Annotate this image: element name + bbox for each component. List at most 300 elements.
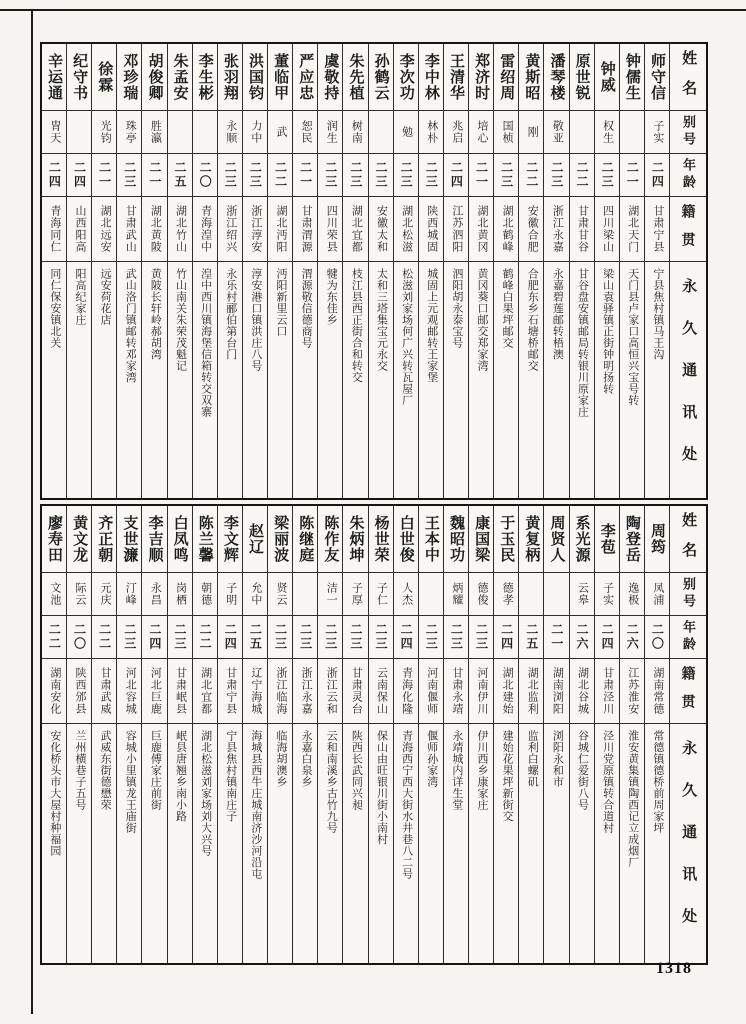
entry-alias: 胜瀛 [149, 120, 162, 144]
entry-native-place: 青海化隆 [400, 667, 413, 715]
entry-native-place-cell [645, 659, 669, 724]
entry-age: 二三 [348, 161, 363, 189]
header-address-label: 永久通讯处 [680, 278, 698, 488]
entry-age-cell [645, 616, 669, 659]
entry-address: 永嘉白泉乡 [300, 730, 313, 788]
entry-age-cell [519, 616, 543, 659]
entry-name-cell [519, 506, 543, 573]
entry-address-cell [419, 262, 443, 498]
entry-address-cell [218, 724, 242, 963]
entry-age-cell [494, 154, 518, 197]
entry-alias-cell [519, 111, 543, 154]
entry-native-place-cell [620, 659, 644, 724]
entry-name-cell [42, 44, 66, 111]
entry-alias-cell [168, 573, 192, 616]
entry-name: 徐霖 [96, 61, 114, 93]
entry-column [418, 506, 443, 963]
entry-alias: 洁一 [325, 582, 338, 606]
entry-age: 二〇 [650, 623, 665, 651]
entry-name: 严应忠 [297, 53, 315, 101]
entry-address-cell [117, 724, 141, 963]
entry-age-cell [419, 616, 443, 659]
entry-alias-cell [42, 111, 66, 154]
entry-native-place-cell [369, 659, 393, 724]
entry-name-cell [369, 44, 393, 111]
entry-age: 二三 [122, 161, 137, 189]
entry-native-place-cell [318, 659, 342, 724]
entry-alias: 培心 [476, 120, 488, 144]
entry-native-place-cell [469, 197, 493, 262]
entry-name-cell [67, 506, 91, 573]
entry-alias-cell [92, 573, 116, 616]
entry-alias: 岗栖 [174, 582, 187, 606]
entry-column [242, 506, 267, 963]
entry-alias-cell [142, 111, 166, 154]
entry-address: 建始花果坪新街交 [501, 730, 514, 822]
entry-alias: 敬亚 [551, 120, 564, 144]
entry-name: 陶登岳 [623, 515, 641, 563]
entry-name-cell [117, 44, 141, 111]
entry-name: 朱先植 [347, 53, 365, 101]
entry-alias-cell [293, 111, 317, 154]
entry-alias-cell [117, 573, 141, 616]
entry-column [167, 506, 192, 963]
entry-name: 陈作友 [322, 515, 340, 563]
entry-column [342, 506, 367, 963]
entry-column [543, 44, 568, 498]
entry-alias-cell [193, 111, 217, 154]
entry-name-cell [268, 44, 292, 111]
entry-name-cell [193, 44, 217, 111]
entry-column [468, 506, 493, 963]
entry-address-cell [92, 724, 116, 963]
entry-address: 谷城仁爱街八号 [576, 730, 589, 811]
entry-address: 青海西宁西大街水井巷八二号 [400, 730, 413, 880]
entry-age: 二四 [72, 161, 87, 189]
entry-native-place-cell [218, 197, 242, 262]
entry-name: 潘琴楼 [548, 53, 566, 101]
scan-edge-top-line [0, 9, 746, 11]
entry-native-place-cell [67, 659, 91, 724]
entry-address-cell [570, 262, 594, 498]
entry-column [42, 44, 66, 498]
entry-address: 合肥东乡石塘桥邮交 [526, 268, 539, 372]
entry-address: 安化桥头市大屋村种福园 [48, 730, 61, 857]
entry-name-cell [544, 44, 568, 111]
entry-address-cell [92, 262, 116, 498]
entry-name: 胡俊卿 [146, 53, 164, 101]
entry-name: 陈兰馨 [196, 515, 214, 563]
entry-address: 常德镇德桥前周家坪 [651, 730, 664, 834]
scan-edge-left-line [31, 9, 33, 1014]
entry-native-place-cell [142, 659, 166, 724]
entry-native-place: 湖北远安 [99, 205, 112, 253]
entry-age-cell [369, 154, 393, 197]
entry-address: 岷县唐翘乡南小路 [174, 730, 187, 822]
entry-name: 张羽翔 [221, 53, 239, 101]
entry-native-place-cell [293, 659, 317, 724]
entry-address: 泗阳胡永泰宝号 [450, 268, 463, 349]
entry-name-cell [293, 506, 317, 573]
entry-address: 淳安港口镇洪庄八号 [249, 268, 262, 372]
entry-address: 容城小里镇龙王庙街 [124, 730, 137, 834]
entry-column [317, 506, 342, 963]
entry-age: 二三 [298, 623, 313, 651]
entry-alias: 胄天 [48, 120, 61, 144]
entry-native-place-cell [494, 659, 518, 724]
entry-alias: 光钧 [99, 120, 112, 144]
entry-address-cell [268, 724, 292, 963]
entry-address: 泾川党原镇转合道村 [601, 730, 614, 834]
entry-age: 二六 [575, 623, 590, 651]
entry-name-cell [620, 506, 644, 573]
entry-alias-cell [570, 573, 594, 616]
entry-column [292, 506, 317, 963]
entry-address: 宁县焦村镇马王沟 [651, 268, 664, 360]
entry-name: 系光源 [573, 515, 591, 563]
entry-native-place: 湖南浏阳 [551, 667, 564, 715]
entry-alias: 德孝 [501, 582, 514, 606]
entry-name: 杨世荣 [372, 515, 390, 563]
entry-age: 二四 [449, 161, 464, 189]
entry-address-cell [293, 724, 317, 963]
entry-native-place: 湖南安化 [48, 667, 61, 715]
entry-alias: 子明 [224, 582, 237, 606]
entry-name-cell [444, 506, 468, 573]
entry-alias: 润生 [325, 120, 338, 144]
entry-address-cell [494, 262, 518, 498]
entry-age-cell [318, 154, 342, 197]
entry-address-cell [544, 262, 568, 498]
entry-address: 黄陂长轩岭郝胡湾 [149, 268, 162, 360]
entry-column [368, 506, 393, 963]
entry-native-place-cell [293, 197, 317, 262]
entry-native-place: 湖北黄陂 [149, 205, 162, 253]
entry-age-cell [645, 154, 669, 197]
entry-native-place-cell [645, 197, 669, 262]
roster-table-bottom [40, 504, 708, 965]
entry-alias: 恕民 [300, 120, 313, 144]
entry-address-cell [394, 262, 418, 498]
entry-age: 二二 [524, 161, 539, 189]
entry-native-place: 湖北谷城 [576, 667, 589, 715]
entry-native-place: 甘肃永靖 [450, 667, 463, 715]
entry-address-cell [42, 724, 66, 963]
entry-age: 二三 [323, 161, 338, 189]
entry-age: 二四 [499, 623, 514, 651]
entry-name: 雷绍周 [498, 53, 516, 101]
entry-age-cell [268, 616, 292, 659]
entry-address-cell [142, 724, 166, 963]
entry-name-cell [419, 44, 443, 111]
entry-alias-cell [343, 111, 367, 154]
header-age-cell [670, 154, 706, 197]
entry-alias: 云皋 [576, 582, 589, 606]
entry-age-cell [444, 154, 468, 197]
entry-name-cell [67, 44, 91, 111]
entry-address-cell [620, 724, 644, 963]
entry-alias-cell [469, 573, 493, 616]
entry-address-cell [444, 724, 468, 963]
entry-name: 梁丽波 [272, 515, 290, 563]
entry-alias-cell [142, 573, 166, 616]
entry-name: 白凤鸣 [171, 515, 189, 563]
entry-address-cell [168, 262, 192, 498]
entry-alias-cell [67, 111, 91, 154]
entry-age-cell [620, 616, 644, 659]
entry-age-cell [243, 616, 267, 659]
entry-column [493, 506, 518, 963]
entry-native-place-cell [494, 197, 518, 262]
entry-name-cell [142, 44, 166, 111]
entry-age-cell [67, 616, 91, 659]
header-age-label: 年龄 [681, 158, 697, 192]
entry-column [217, 44, 242, 498]
entry-name: 黄复柄 [523, 515, 541, 563]
entry-column [569, 44, 594, 498]
entry-address-cell [595, 724, 619, 963]
entry-native-place: 甘肃宁县 [224, 667, 237, 715]
entry-address-cell [570, 724, 594, 963]
entry-column [167, 44, 192, 498]
entry-column [543, 506, 568, 963]
entry-native-place-cell [92, 197, 116, 262]
entry-native-place-cell [544, 197, 568, 262]
header-age-label: 年龄 [681, 620, 697, 654]
entry-alias-cell [544, 573, 568, 616]
entry-age: 二二 [575, 161, 590, 189]
header-name-cell [670, 44, 706, 111]
entry-name: 李吉顺 [146, 515, 164, 563]
entry-native-place-cell [444, 659, 468, 724]
entry-alias-cell [268, 573, 292, 616]
entry-age-cell [92, 154, 116, 197]
entry-name-cell [243, 44, 267, 111]
entry-age-cell [268, 154, 292, 197]
entry-alias: 允中 [249, 582, 262, 606]
entry-alias-cell [168, 111, 192, 154]
table-header-column [669, 506, 706, 963]
entry-alias-cell [620, 111, 644, 154]
entry-native-place-cell [519, 197, 543, 262]
entry-alias-cell [570, 111, 594, 154]
entry-column [192, 506, 217, 963]
entry-alias: 际云 [74, 582, 86, 606]
entry-address-cell [519, 262, 543, 498]
entry-column [267, 506, 292, 963]
entry-address: 甘谷盘安镇邮局转银川原家庄 [576, 268, 589, 418]
entry-name: 辛运通 [46, 53, 64, 101]
entry-name-cell [469, 506, 493, 573]
entry-age: 二四 [650, 161, 665, 189]
entry-name-cell [343, 44, 367, 111]
entry-age-cell [595, 616, 619, 659]
entry-age: 二二 [97, 623, 112, 651]
entry-native-place-cell [394, 659, 418, 724]
entry-address-cell [117, 262, 141, 498]
entry-name-cell [369, 506, 393, 573]
entry-name-cell [343, 506, 367, 573]
entry-native-place: 河北容城 [124, 667, 137, 715]
entry-age-cell [293, 154, 317, 197]
entry-address-cell [595, 262, 619, 498]
entry-age: 二三 [424, 623, 439, 651]
entry-native-place: 甘肃宁县 [651, 205, 664, 253]
entry-name: 董临甲 [272, 53, 290, 101]
entry-age: 二三 [374, 161, 389, 189]
entry-alias-cell [193, 573, 217, 616]
entry-name: 周筠 [649, 523, 667, 555]
entry-native-place-cell [117, 197, 141, 262]
entry-alias-cell [369, 111, 393, 154]
entry-name-cell [318, 506, 342, 573]
entry-native-place: 浙江云和 [325, 667, 338, 715]
header-native-place-label: 籍贯 [680, 666, 697, 722]
header-age-cell [670, 616, 706, 659]
entry-native-place-cell [595, 197, 619, 262]
entry-native-place-cell [369, 197, 393, 262]
entry-age: 二三 [273, 623, 288, 651]
entry-column [393, 506, 418, 963]
entry-address-cell [67, 262, 91, 498]
entry-column [594, 506, 619, 963]
entry-name-cell [268, 506, 292, 573]
entry-native-place-cell [193, 659, 217, 724]
entry-address: 偃师孙家湾 [425, 730, 438, 788]
entry-name: 于玉民 [498, 515, 516, 563]
entry-age-cell [494, 616, 518, 659]
entry-alias-cell [620, 573, 644, 616]
entry-column [66, 506, 91, 963]
entry-alias: 子实 [601, 582, 614, 606]
entry-age-cell [570, 154, 594, 197]
header-address-label: 永久通讯处 [680, 740, 698, 950]
entry-alias-cell [343, 573, 367, 616]
entry-address-cell [243, 262, 267, 498]
entry-name: 李苞 [598, 523, 616, 555]
entry-column [242, 44, 267, 498]
entry-alias: 炳耀 [450, 582, 463, 606]
entry-alias-cell [318, 573, 342, 616]
entry-name-cell [92, 506, 116, 573]
entry-name-cell [444, 44, 468, 111]
entry-address: 竹山南关朱荣茂魁记 [174, 268, 187, 372]
entry-address: 武威东街德懋荣 [99, 730, 112, 811]
entry-name: 黄文龙 [71, 515, 89, 563]
entry-column [443, 44, 468, 498]
entry-age-cell [343, 154, 367, 197]
entry-address: 永靖城内详生堂 [450, 730, 463, 811]
header-name-label: 姓名 [680, 512, 698, 572]
entry-address-cell [42, 262, 66, 498]
entry-age-cell [595, 154, 619, 197]
entry-name: 王本中 [422, 515, 440, 563]
header-address-cell [670, 724, 706, 963]
entry-address-cell [469, 724, 493, 963]
entry-name-cell [42, 506, 66, 573]
entry-address: 天门县卢家口高恒兴宝号转 [626, 268, 639, 406]
entry-native-place: 甘肃渭源 [300, 205, 313, 253]
entry-address: 阳高纪家庄 [74, 268, 86, 326]
entry-address: 沔阳新里云口 [275, 268, 287, 337]
entry-address-cell [419, 724, 443, 963]
entry-address: 梁山袁驿镇正街钟明扬转 [601, 268, 614, 395]
entry-alias: 永昌 [149, 582, 162, 606]
entry-alias-cell [293, 573, 317, 616]
entry-alias: 汀峰 [124, 582, 137, 606]
entry-name: 钟威 [598, 61, 616, 93]
entry-native-place: 湖北宜都 [350, 205, 363, 253]
entry-alias: 朝德 [199, 582, 212, 606]
entry-native-place-cell [168, 197, 192, 262]
entry-alias: 元庆 [99, 582, 112, 606]
header-native-place-label: 籍贯 [680, 204, 697, 260]
entry-address: 渭源敬信德商号 [300, 268, 313, 349]
entry-name: 白世俊 [397, 515, 415, 563]
entry-name: 原世锐 [573, 53, 591, 101]
entry-address: 犍为东佳乡 [325, 268, 338, 326]
entry-name-cell [318, 44, 342, 111]
entry-native-place: 湖北天门 [626, 205, 639, 253]
entry-column [66, 44, 91, 498]
entry-address: 湖北松滋刘家场刘大兴号 [199, 730, 212, 857]
entry-column [192, 44, 217, 498]
entry-address: 鹤峰白果坪邮交 [501, 268, 514, 349]
entry-name-cell [92, 44, 116, 111]
entry-age-cell [394, 616, 418, 659]
entry-native-place: 江苏泗阳 [450, 205, 463, 253]
entry-age: 二四 [600, 623, 615, 651]
entry-column [42, 506, 66, 963]
entry-name-cell [243, 506, 267, 573]
entry-column [468, 44, 493, 498]
entry-address-cell [645, 724, 669, 963]
entry-native-place: 浙江永嘉 [551, 205, 564, 253]
entry-alias-cell [645, 111, 669, 154]
entry-native-place: 湖北鹤峰 [501, 205, 514, 253]
entry-age: 二三 [374, 623, 389, 651]
entry-alias-cell [444, 111, 468, 154]
entry-native-place: 湖北监利 [526, 667, 539, 715]
entry-age: 二一 [474, 161, 489, 189]
entry-age: 二二 [273, 161, 288, 189]
entry-age: 二五 [524, 623, 539, 651]
entry-name: 魏昭功 [448, 515, 466, 563]
entry-alias: 德俊 [476, 582, 488, 606]
entry-age-cell [117, 154, 141, 197]
entry-alias: 人杰 [400, 582, 413, 606]
entry-alias: 力中 [249, 120, 262, 144]
entry-column [518, 506, 543, 963]
entry-age: 二三 [348, 623, 363, 651]
entry-alias-cell [595, 573, 619, 616]
entry-name-cell [519, 44, 543, 111]
entry-age: 二二 [198, 623, 213, 651]
entry-alias-cell [243, 111, 267, 154]
entry-address-cell [193, 262, 217, 498]
entry-address: 远安荷花店 [99, 268, 112, 326]
entry-name-cell [645, 506, 669, 573]
entry-age-cell [142, 154, 166, 197]
entry-age-cell [218, 154, 242, 197]
entry-alias-cell [243, 573, 267, 616]
entry-alias: 勉 [400, 126, 413, 138]
entry-column [418, 44, 443, 498]
entry-native-place-cell [469, 659, 493, 724]
entry-native-place-cell [419, 197, 443, 262]
entry-age-cell [168, 616, 192, 659]
entry-name-cell [193, 506, 217, 573]
